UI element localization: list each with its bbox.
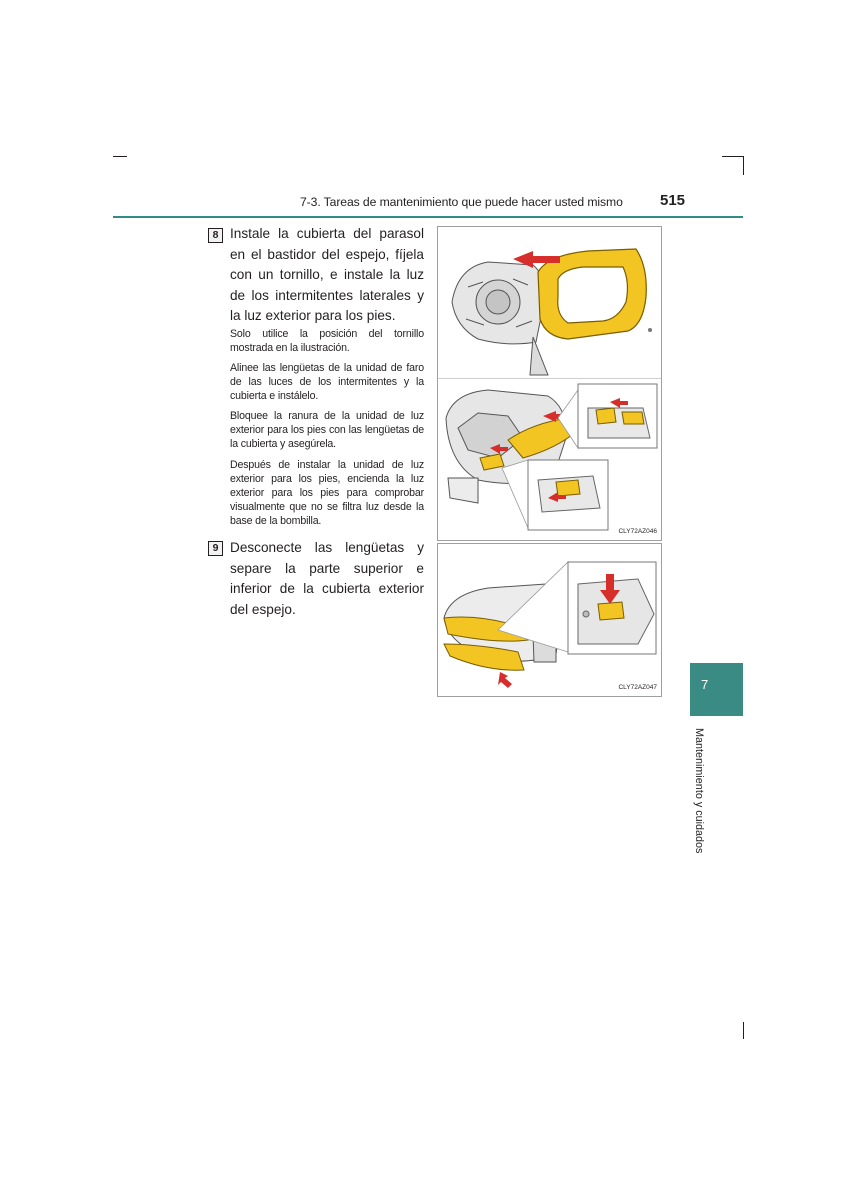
step-number-8: 8 — [208, 228, 223, 243]
page-number: 515 — [660, 192, 686, 209]
illustration-cover-separate — [438, 544, 661, 696]
chapter-label: Mantenimiento y cuidados — [693, 728, 705, 854]
illustration-cover-install — [438, 227, 661, 377]
note-3: Bloquee la ranura de la unidad de luz exterior para los pies con las lengüetas de la cubierta y asegúrela. — [230, 410, 424, 450]
header-rule — [113, 216, 743, 218]
crop-mark-top-right-h — [722, 156, 744, 157]
chapter-tab — [690, 663, 743, 716]
step-9-text: Desconecte las lengüetas y separe la parte superior e inferior de la cubierta exterior del espejo. — [230, 540, 424, 617]
crop-mark-bottom-right — [743, 1022, 744, 1039]
note-4: Después de instalar la unidad de luz exterior para los pies, encienda la luz exterior para los pies para comprobar visualmente que no se filtra luz desde la base de la bombilla. — [230, 459, 424, 527]
step-number-9: 9 — [208, 541, 223, 556]
note-2: Alinee las lengüetas de la unidad de faro de las luces de los intermitentes y la cubierta e instálelo. — [230, 362, 424, 402]
running-header: 7-3. Tareas de mantenimiento que puede hacer usted mismo — [300, 195, 623, 209]
figure-code-2: CLY72AZ047 — [618, 684, 657, 691]
figure-step-9 — [437, 543, 662, 697]
crop-mark-top-left — [113, 156, 127, 157]
figure-step-8 — [437, 226, 662, 541]
crop-mark-top-right-v — [743, 156, 744, 175]
figure-code-1: CLY72AZ046 — [618, 528, 657, 535]
note-1: Solo utilice la posición del tornillo mostrada en la ilustración. — [230, 328, 424, 354]
illustration-turn-signal-install — [438, 378, 661, 540]
chapter-number: 7 — [701, 677, 709, 692]
step-8-text: Instale la cubierta del parasol en el bastidor del espejo, fíjela con un tornillo, e instale la luz de los intermitentes laterales y la luz exterior para los pies. — [230, 226, 424, 323]
